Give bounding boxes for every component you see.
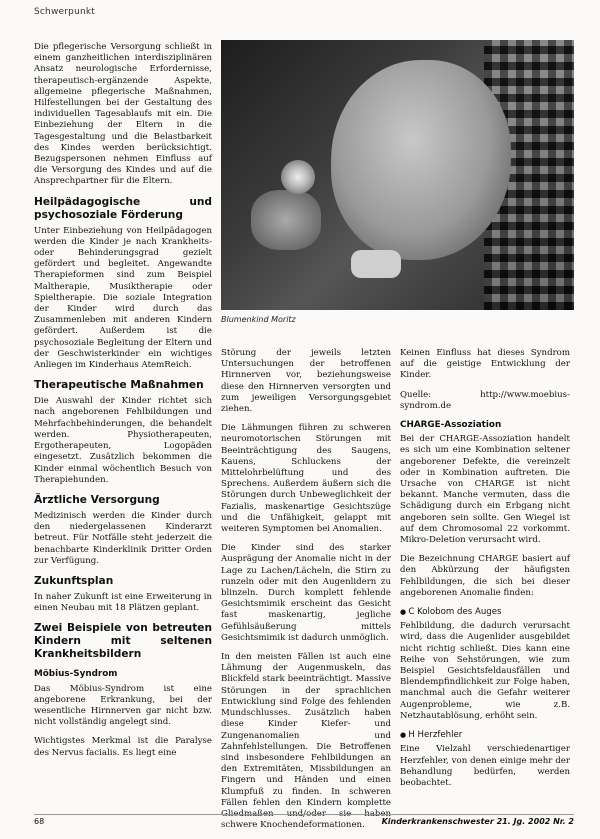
heading-zwei-beispiele: Zwei Beispiele von betreuten Kindern mit seltenen Krankheitsbildern [34, 622, 212, 661]
page-number: 68 [34, 817, 45, 826]
paragraph: Die pflegerische Versorgung schließt in einem ganzheitlichen interdisziplinären Ansatz neurologische Erfordernisse, therapeutisch-ergänzende Aspekte, allgemeine pflegerische Maßnahmen, Hilfestellungen bei der Gestaltung des individuellen Tagesablaufs mit ein. Die Einbeziehung der Eltern in die Tagesgestaltung und die Belastbarkeit des Kindes werden berücksichtigt. Bezugspersonen nehmen Einfluss auf die Versorgung des Kindes und auf die Ansprechpartner für die Eltern. [34, 42, 212, 187]
text-column-2 [221, 348, 391, 839]
heading-aerztliche-versorgung: Ärztliche Versorgung [34, 493, 160, 506]
paragraph: Die Bezeichnung CHARGE basiert auf den Abkürzung der häufigsten Fehlbildungen, die sich bei dieser angeborenen Anomalie finden: [400, 554, 570, 598]
paragraph: Störung der jeweils letzten Untersuchungen der betroffenen Hirnnerven vor, beziehungsweise diese den Hirnnerven versorgten und zum jeweiligen Versorgungsgebiet ziehen. [221, 348, 391, 415]
bullet-herzfehler: ● H Herzfehler [400, 730, 570, 741]
heading-zukunftsplan: Zukunftsplan [34, 574, 114, 587]
paragraph: Die Lähmungen führen zu schweren neuromotorischen Störungen mit Beeinträchtigung des Saugens, Kauens, Schluckens der Mittelohrbelüftung und des Sprechens. Außerdem äußern sich die Störungen durch Unbeweglichkeit der Fazialis, maskenartige Gesichtszüge und die Unfähigkeit, gelappt mit weiteren Symptomen bei Anomalien. [221, 423, 391, 535]
section-header: Schwerpunkt [34, 7, 96, 17]
heading-heilpaedagogische-foerderung: Heilpädagogische und psychosoziale Förderung [34, 195, 212, 221]
text-column-3 [400, 348, 570, 797]
flower-toy [281, 160, 315, 194]
child-face [331, 60, 511, 260]
paragraph: Wichtigstes Merkmal ist die Paralyse des Nervus facialis. Es liegt eine [34, 736, 212, 758]
subheading-moebius-syndrom: Möbius-Syndrom [34, 669, 118, 680]
paragraph: Bei der CHARGE-Assoziation handelt es sich um eine Kombination seltener angeborener Defekte, die vereinzelt oder in Kombination auftreten. Die Ursache von CHARGE ist nicht bekannt. Manche vermuten, dass die Schädigung durch ein Erbgang nicht angeboren sein sollte. Gen Wiegel ist auf dem Chromosomal 22 vorkommt. Mikro-Deletion verursacht wird. [400, 434, 570, 546]
paragraph: Keinen Einfluss hat dieses Syndrom auf die geistige Entwicklung der Kinder. [400, 348, 570, 381]
child-photo [221, 40, 574, 310]
heading-therapeutische-massnahmen: Therapeutische Maßnahmen [34, 379, 204, 392]
subheading-charge-assoziation: CHARGE-Assoziation [400, 420, 502, 431]
paragraph: Medizinisch werden die Kinder durch den niedergelassenen Kinderarzt betreut. Für Notfälle steht jederzeit die benachbarte Kinderklinik Dritter Orden zur Verfügung. [34, 510, 212, 566]
paragraph: Fehlbildung, die dadurch verursacht wird, dass die Augenlider ausgebildet nicht richtig schließt. Dies kann eine Reihe von Sehstörungen, wie zum Beispiel Gesichtsfeldausfällen und Blendempfindlichkeit zur Folge haben, manchmal auch die Gefahr weiterer Augenprobleme, wie z.B. Netzhautablösung, erhöht sein. [400, 621, 570, 721]
bullet-kolobom: ● C Kolobom des Auges [400, 607, 570, 618]
text-column-1 [34, 42, 212, 767]
journal-source: Kinderkrankenschwester 21. Jg. 2002 Nr. 2 [381, 817, 574, 826]
child-hand [251, 190, 321, 250]
paragraph: Unter Einbeziehung von Heilpädagogen werden die Kinder je nach Krankheits- oder Behinderungsgrad gezielt gefördert und begleitet. Angewandte Therapieformen sind zum Beispiel Maltherapie, Musiktherapie oder Spieltherapie. Die soziale Integration der Kinder wird durch das Zusammenleben mit anderen Kindern gefördert. Außerdem ist die psychosoziale Begleitung der Eltern und der Geschwisterkinder ein wichtiges Anliegen im Kinderhaus AtemReich. [34, 225, 212, 371]
paragraph: Die Auswahl der Kinder richtet sich nach angeborenen Fehlbildungen und Mehrfachbehinderungen, die behandelt werden. Physiotherapeuten, Ergotherapeuten, Logopäden eingesetzt. Zusätzlich bekommen die Kinder einmal wöchentlich Besuch von Therapiehunden. [34, 396, 212, 485]
paragraph: In den meisten Fällen ist auch eine Lähmung der Augenmuskeln, das Blickfeld stark beeinträchtigt. Massive Störungen in der sprachlichen Entwicklung sind Folge des fehlenden Mundschlusses. Zusätzlich haben diese Kinder Kiefer- und Zungenanomalien und Zahnfehlstellungen. Die Betroffenen sind insbesondere Fehlbildungen an den Extremitäten, Missbildungen an Fingern und Händen und einen Klumpfuß zu finden. In schweren Fällen fehlen den Kindern komplette Gliedmaßen und/oder sie haben schwere Knochendeformationen. [221, 652, 391, 831]
paragraph: In naher Zukunft ist eine Erweiterung in einen Neubau mit 18 Plätzen geplant. [34, 591, 212, 614]
source-link[interactable]: Quelle: http://www.moebius-syndrom.de [400, 389, 570, 411]
paragraph: Die Kinder sind des starker Ausprägung der Anomalie nicht in der Lage zu Lachen/Lächeln, die Stirn zu runzeln oder mit den Augenlidern zu blinzeln. Durch komplett fehlende Gesichtsmimik erscheint das Gesicht fast maskenartig, jegliche Gefühlsäußerung mittels Gesichtsmimik ist dadurch unmöglich. [221, 543, 391, 643]
paragraph: Das Möbius-Syndrom ist eine angeborene Erkrankung, bei der wesentliche Hirnnerven gar nicht bzw. nicht vollständig angelegt sind. [34, 683, 212, 728]
photo-caption: Blumenkind Moritz [221, 315, 296, 324]
page-footer [34, 814, 574, 826]
bottle [351, 250, 401, 278]
paragraph: Eine Vielzahl verschiedenartiger Herzfehler, von denen einige mehr der Behandlung bedürfen, werden beobachtet. [400, 744, 570, 788]
